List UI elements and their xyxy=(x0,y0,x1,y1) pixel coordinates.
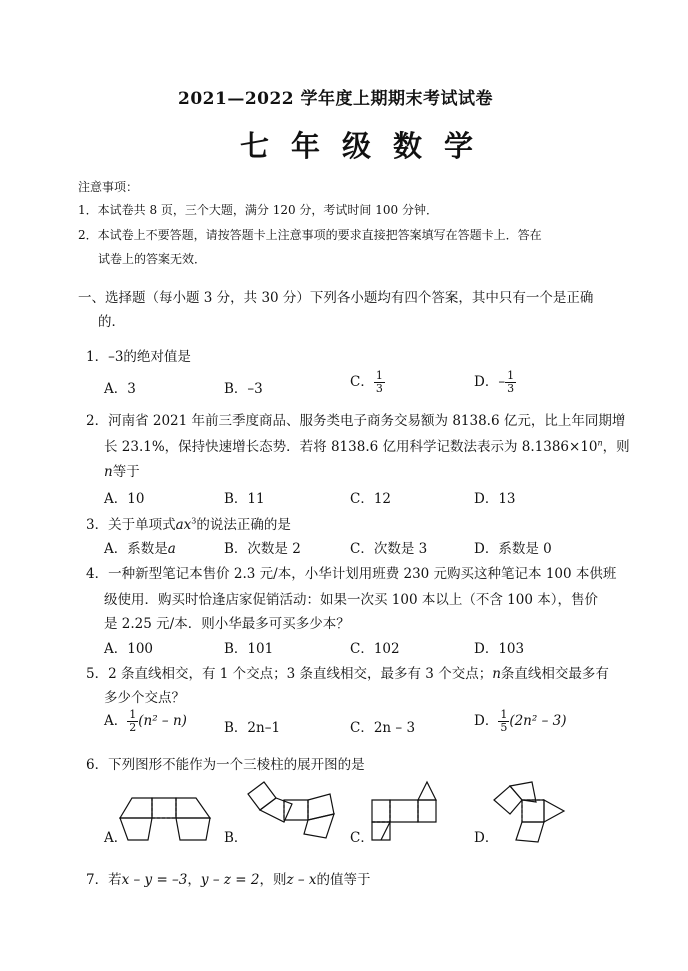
q2-line-2: 长 23.1%，保持快速增长态势．若将 8138.6 亿用科学记数法表示为 $8.1386\times 10^n$，则 xyxy=(104,438,630,455)
q6-option-d-label: D． xyxy=(474,830,499,846)
q5-option-a-fraction: $\frac{1}{2}$ xyxy=(129,708,137,735)
exam-title: 2021—2022 学年度上期期末考试试卷 xyxy=(178,89,494,109)
q5-option-c: C．2n – 3 xyxy=(350,720,416,736)
q4-option-d: D．103 xyxy=(474,641,525,657)
q1-option-b: B．–3 xyxy=(224,381,263,397)
q4-line-2: 级使用．购买时恰逢店家促销活动：如果一次买 100 本以上（不含 100 本），售价 xyxy=(104,592,598,608)
q6-figure-c xyxy=(370,778,456,842)
q1-option-a: A．3 xyxy=(104,381,136,397)
q2-line-1: 2．河南省 2021 年前三季度商品、服务类电子商务交易额为 8138.6 亿元，比上年同期增 xyxy=(86,413,626,429)
q4-option-a: A．100 xyxy=(104,641,154,657)
q1-option-c-fraction: $\frac{1}{3}$ xyxy=(375,369,383,396)
q6-figure-b xyxy=(244,780,340,844)
q6-figure-d xyxy=(492,780,574,844)
q1-option-d: D．– $\frac{1}{3}$ xyxy=(474,369,515,396)
q6-option-c-label: C． xyxy=(350,830,374,846)
notes-item-1: 1．本试卷共 8 页，三个大题，满分 120 分，考试时间 100 分钟． xyxy=(78,203,438,217)
section-1-line-2: 的． xyxy=(98,314,125,330)
q1-stem: 1．–3的绝对值是 xyxy=(86,349,191,365)
q3-option-a: A．系数是a xyxy=(104,541,176,557)
q6-stem: 6．下列图形不能作为一个三棱柱的展开图的是 xyxy=(86,757,365,773)
q3-stem: 3．关于单项式$ax^3$的说法正确的是 xyxy=(86,516,291,533)
q2-line-3: n等于 xyxy=(104,464,140,480)
q2-option-c: C．12 xyxy=(350,491,392,507)
q2-option-d: D．13 xyxy=(474,491,516,507)
q7-stem: 7．若x – y = –3，y – z = 2，则z – x的值等于 xyxy=(86,872,371,888)
q3-option-c: C．次数是 3 xyxy=(350,541,428,557)
q5-option-b: B．2n–1 xyxy=(224,720,281,736)
exam-subtitle: 七年级数学 xyxy=(240,129,496,163)
q5-line-1: 5．2 条直线相交，有 1 个交点；3 条直线相交，最多有 3 个交点；n条直线相交最多有 xyxy=(86,666,609,682)
q6-figure-a xyxy=(118,782,214,842)
section-1-line-1: 一、选择题（每小题 3 分，共 30 分）下列各小题均有四个答案，其中只有一个是正确 xyxy=(78,290,594,306)
notes-item-2-line-1: 2．本试卷上不要答题，请按答题卡上注意事项的要求直接把答案填写在答题卡上．答在 xyxy=(78,228,542,242)
q4-line-3: 是 2.25 元/本．则小华最多可买多少本？ xyxy=(104,616,350,632)
q4-option-c: C．102 xyxy=(350,641,400,657)
q4-line-1: 4．一种新型笔记本售价 2.3 元/本，小华计划用班费 230 元购买这种笔记本 100 本供班 xyxy=(86,566,617,582)
q5-option-d: D． $\frac{1}{5}$ (2n² – 3) xyxy=(474,708,567,735)
q2-option-a: A．10 xyxy=(104,491,145,507)
notes-heading: 注意事项： xyxy=(78,180,139,194)
q3-option-d: D．系数是 0 xyxy=(474,541,552,557)
q1-option-c: C． $\frac{1}{3}$ xyxy=(350,369,383,396)
q3-option-b: B．次数是 2 xyxy=(224,541,301,557)
q1-option-d-fraction: $\frac{1}{3}$ xyxy=(507,369,515,396)
q2-option-b: B．11 xyxy=(224,491,265,507)
q6-option-b-label: B． xyxy=(224,830,248,846)
q4-option-b: B．101 xyxy=(224,641,274,657)
q5-option-d-fraction: $\frac{1}{5}$ xyxy=(500,708,508,735)
notes-item-2-line-2: 试卷上的答案无效． xyxy=(98,252,207,266)
q5-line-2: 多少个交点？ xyxy=(104,690,185,706)
q5-option-a: A． $\frac{1}{2}$ (n² – n) xyxy=(104,708,187,735)
q6-option-a-label: A． xyxy=(104,830,128,846)
